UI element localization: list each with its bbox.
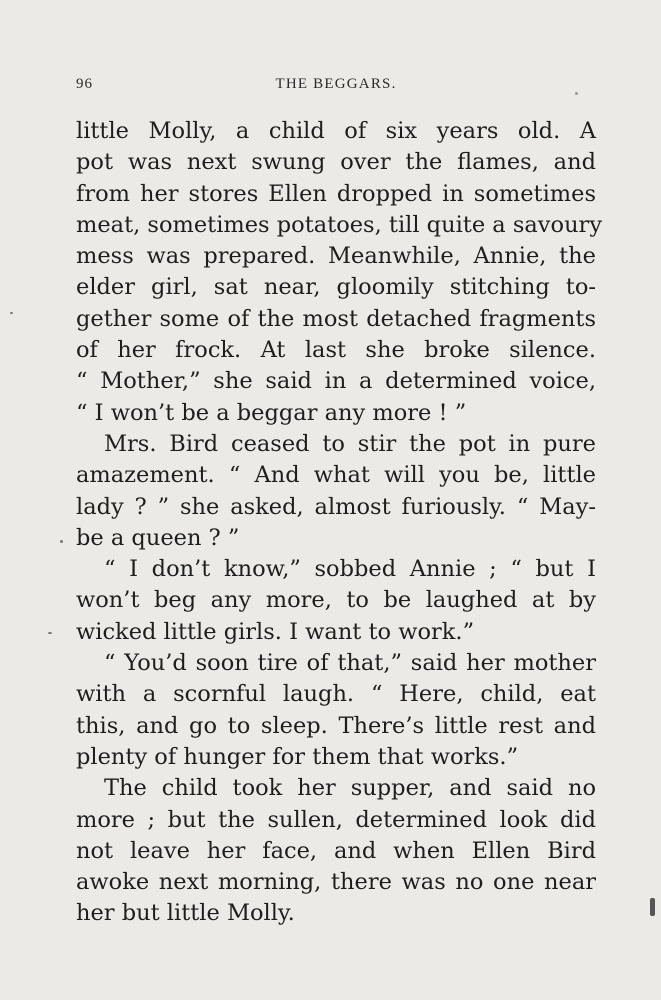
text-line: from her stores Ellen dropped in sometimes	[76, 180, 596, 207]
text-line: pot was next swung over the flames, and	[76, 149, 596, 176]
text-line: meat, sometimes potatoes, till quite a savoury	[76, 211, 603, 238]
text-line: “ I won’t be a beggar any more ! ”	[76, 399, 467, 426]
text-line: The child took her supper, and said no	[104, 775, 596, 802]
text-line: Mrs. Bird ceased to stir the pot in pure	[104, 430, 596, 457]
print-speck	[60, 540, 63, 543]
print-speck	[650, 898, 655, 916]
page-number: 96	[76, 76, 93, 92]
text-line: be a queen ? ”	[76, 524, 240, 551]
text-line: more ; but the sullen, determined look did	[76, 806, 596, 833]
text-line: little Molly, a child of six years old. A	[76, 118, 596, 144]
body-text	[76, 116, 603, 930]
text-line: not leave her face, and when Ellen Bird	[76, 837, 596, 864]
text-line: gether some of the most detached fragments	[76, 305, 596, 332]
print-speck	[48, 632, 52, 634]
text-line: awoke next morning, there was no one near	[76, 869, 596, 896]
text-line: won’t beg any more, to be laughed at by	[76, 587, 596, 614]
running-head	[76, 76, 596, 98]
text-line: lady ? ” she asked, almost furiously. “ May-	[76, 493, 596, 520]
text-line: amazement. “ And what will you be, little	[76, 462, 596, 489]
print-speck	[10, 312, 13, 314]
text-line: plenty of hunger for them that works.”	[76, 743, 519, 770]
running-title: THE BEGGARS.	[275, 76, 397, 92]
text-line: “ I don’t know,” sobbed Annie ; “ but I	[104, 556, 596, 583]
text-line: mess was prepared. Meanwhile, Annie, the	[76, 243, 596, 270]
text-line: elder girl, sat near, gloomily stitching to-	[76, 274, 596, 301]
text-line: this, and go to sleep. There’s little rest and	[76, 712, 596, 739]
text-line: of her frock. At last she broke silence.	[76, 337, 596, 364]
text-line: wicked little girls. I want to work.”	[76, 618, 475, 645]
text-line: “ You’d soon tire of that,” said her mother	[104, 650, 596, 677]
text-line: with a scornful laugh. “ Here, child, eat	[76, 681, 596, 708]
print-speck	[575, 92, 578, 95]
text-line: her but little Molly.	[76, 900, 295, 927]
text-line: “ Mother,” she said in a determined voice,	[76, 368, 596, 395]
